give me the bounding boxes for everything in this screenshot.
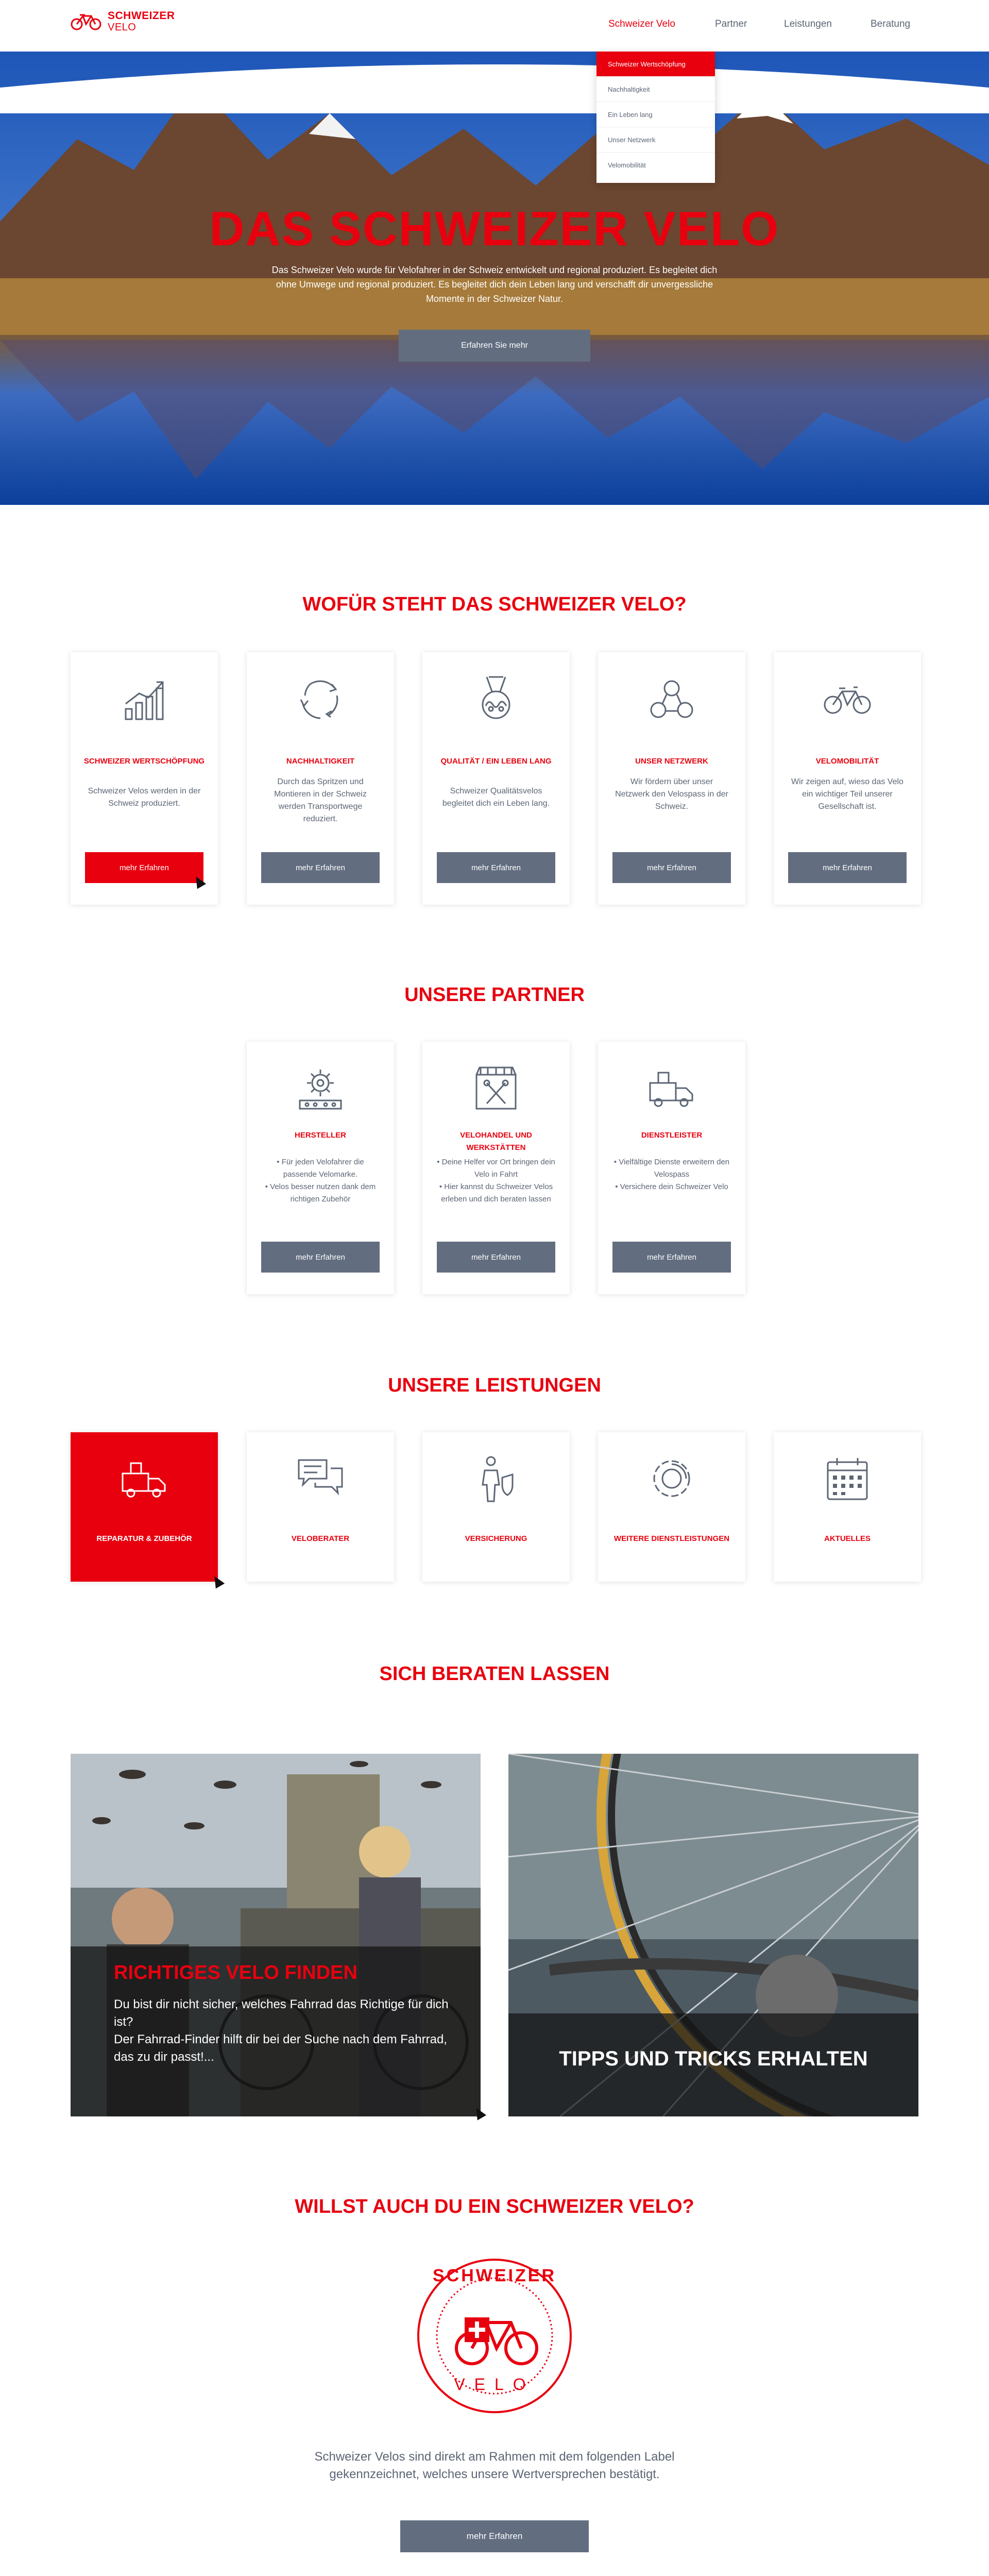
advice-tile-title: TIPPS UND TRICKS ERHALTEN (559, 2047, 868, 2070)
dropdown-item-velomobilitaet[interactable]: Velomobilität (608, 161, 646, 169)
bicycle-icon (822, 673, 873, 724)
advice-section-title: SICH BERATEN LASSEN (379, 1663, 610, 1685)
gear-settings-icon (646, 1453, 697, 1504)
value-card-text: Schweizer Velos werden in der Schweiz produziert. (88, 787, 201, 808)
value-card-title: NACHHALTIGKEIT (286, 757, 355, 766)
dropdown-item-nachhaltigkeit[interactable]: Nachhaltigkeit (596, 77, 715, 102)
partner-card-text: • Vielfältige Dienste erweitern den Velospass • Versichere dein Schweizer Velo (613, 1158, 730, 1191)
value-card-text: Wir zeigen auf, wieso das Velo ein wichtiger Teil unserer Gesellschaft ist. (791, 777, 903, 811)
partner-card (422, 1042, 570, 1294)
hero-section (0, 52, 989, 505)
value-card-title: UNSER NETZWERK (635, 757, 708, 766)
nav-dropdown-menu (596, 52, 715, 183)
chat-bubbles-icon (295, 1453, 346, 1504)
value-card-button[interactable]: mehr Erfahren (612, 852, 731, 883)
advice-tile-overlay (71, 1946, 481, 2116)
service-label: AKTUELLES (824, 1534, 871, 1543)
network-icon (646, 673, 697, 724)
dropdown-item-ein-leben-lang[interactable]: Ein Leben lang (596, 102, 715, 127)
value-card-text: Wir fördern über unser Netzwerk den Velospass in der Schweiz. (615, 777, 728, 811)
partner-card-title: HERSTELLER (294, 1131, 346, 1140)
value-card-button[interactable]: mehr Erfahren (85, 852, 203, 883)
partner-card-text: • Für jeden Velofahrer die passende Velomarke. • Velos besser nutzen dank dem richtigen Zubehör (265, 1158, 376, 1204)
advice-tile-overlay (508, 2013, 918, 2116)
advice-tile-title: RICHTIGES VELO FINDEN (114, 1962, 357, 1984)
hero-text: Das Schweizer Velo wurde für Velofahrer in der Schweiz entwickelt und regional produziert. Es begleitet dich ohne Umwege und regional produziert. Es begleitet dich dein Leben lang und verschafft dir unvergessliche Momente in der Schweizer Natur. (271, 265, 718, 304)
service-tile[interactable] (422, 1432, 570, 1582)
logo-top-text: SCHWEIZER (108, 10, 175, 22)
insurance-person-icon (470, 1453, 522, 1504)
value-card (598, 652, 745, 905)
hero-cta-button[interactable]: Erfahren Sie mehr (399, 330, 590, 362)
workshop-icon (470, 1062, 522, 1114)
nav-item-schweizer-velo[interactable]: Schweizer Velo (608, 19, 675, 29)
value-card-title: VELOMOBILITÄT (815, 757, 879, 766)
delivery-truck-icon (646, 1062, 697, 1114)
calendar-icon (822, 1453, 873, 1504)
partner-card-button[interactable]: mehr Erfahren (437, 1242, 555, 1273)
value-card (422, 652, 570, 905)
medal-icon (470, 673, 522, 724)
partner-card-button[interactable]: mehr Erfahren (261, 1242, 380, 1273)
service-tile[interactable] (774, 1432, 921, 1582)
label-more-button[interactable]: mehr Erfahren (400, 2520, 589, 2552)
value-card-text: Durch das Spritzen und Montieren in der Schweiz werden Transportwege reduziert. (274, 777, 367, 823)
partner-card-title: DIENSTLEISTER (641, 1131, 703, 1140)
factory-gear-icon (295, 1062, 346, 1114)
hero-title: DAS SCHWEIZER VELO (209, 201, 780, 256)
value-card (71, 652, 218, 905)
repair-truck-icon (118, 1453, 170, 1504)
value-card-text: Schweizer Qualitätsvelos begleitet dich ein Leben lang. (442, 787, 550, 808)
value-card (774, 652, 921, 905)
service-tile[interactable] (247, 1432, 394, 1582)
service-tile[interactable] (598, 1432, 745, 1582)
service-label: VERSICHERUNG (465, 1534, 527, 1543)
growth-chart-icon (118, 673, 170, 724)
partner-card (598, 1042, 745, 1294)
dropdown-item-netzwerk[interactable]: Unser Netzwerk (596, 127, 715, 152)
dropdown-item-wertschoepfung[interactable]: Schweizer Wertschöpfung (596, 52, 715, 77)
value-card-title: SCHWEIZER WERTSCHÖPFUNG (83, 757, 205, 766)
partner-card-title: VELOHANDEL UND WERKSTÄTTEN (460, 1131, 532, 1152)
label-text: Schweizer Velos sind direkt am Rahmen mit dem folgenden Label gekennzeichnet, welches unsere Wertversprechen bestätigt. (314, 2450, 675, 2481)
partner-card-text: • Deine Helfer vor Ort bringen dein Velo in Fahrt • Hier kannst du Schweizer Velos erleben und dich beraten lassen (437, 1158, 555, 1204)
service-label: REPARATUR & ZUBEHÖR (96, 1534, 192, 1543)
partners-section-title: UNSERE PARTNER (404, 984, 585, 1006)
hero-bottom-curve (0, 52, 989, 113)
badge-top-text: SCHWEIZER (433, 2266, 556, 2285)
recycle-icon (295, 673, 346, 724)
value-card-button[interactable]: mehr Erfahren (788, 852, 907, 883)
site-header (0, 0, 989, 52)
service-label: VELOBERATER (291, 1534, 350, 1543)
advice-tile-find-bike[interactable] (71, 1754, 481, 2116)
nav-item-leistungen[interactable]: Leistungen (784, 19, 832, 29)
advice-tile-tips[interactable] (508, 1754, 918, 2116)
value-card-button[interactable]: mehr Erfahren (261, 852, 380, 883)
service-label: WEITERE DIENSTLEISTUNGEN (613, 1534, 730, 1543)
main-nav (0, 19, 989, 34)
label-section-title: WILLST AUCH DU EIN SCHWEIZER VELO? (295, 2196, 694, 2217)
value-card-button[interactable]: mehr Erfahren (437, 852, 555, 883)
partner-card-button[interactable]: mehr Erfahren (612, 1242, 731, 1273)
advice-tile-text: Du bist dir nicht sicher, welches Fahrrad das Richtige für dich ist? Der Fahrrad-Finder hilft dir bei der Suche nach dem Fahrrad, das zu dir passt!... (114, 1997, 449, 2064)
value-card-title: QUALITÄT / EIN LEBEN LANG (440, 757, 552, 766)
badge-bottom-text: VELO (454, 2375, 535, 2394)
values-section-title: WOFÜR STEHT DAS SCHWEIZER VELO? (302, 594, 687, 615)
logo-bottom-text: VELO (108, 22, 137, 33)
service-tile[interactable] (71, 1432, 218, 1582)
nav-item-partner[interactable]: Partner (715, 19, 747, 29)
partner-card (247, 1042, 394, 1294)
nav-item-beratung[interactable]: Beratung (871, 19, 911, 29)
value-card (247, 652, 394, 905)
services-section-title: UNSERE LEISTUNGEN (388, 1375, 601, 1396)
